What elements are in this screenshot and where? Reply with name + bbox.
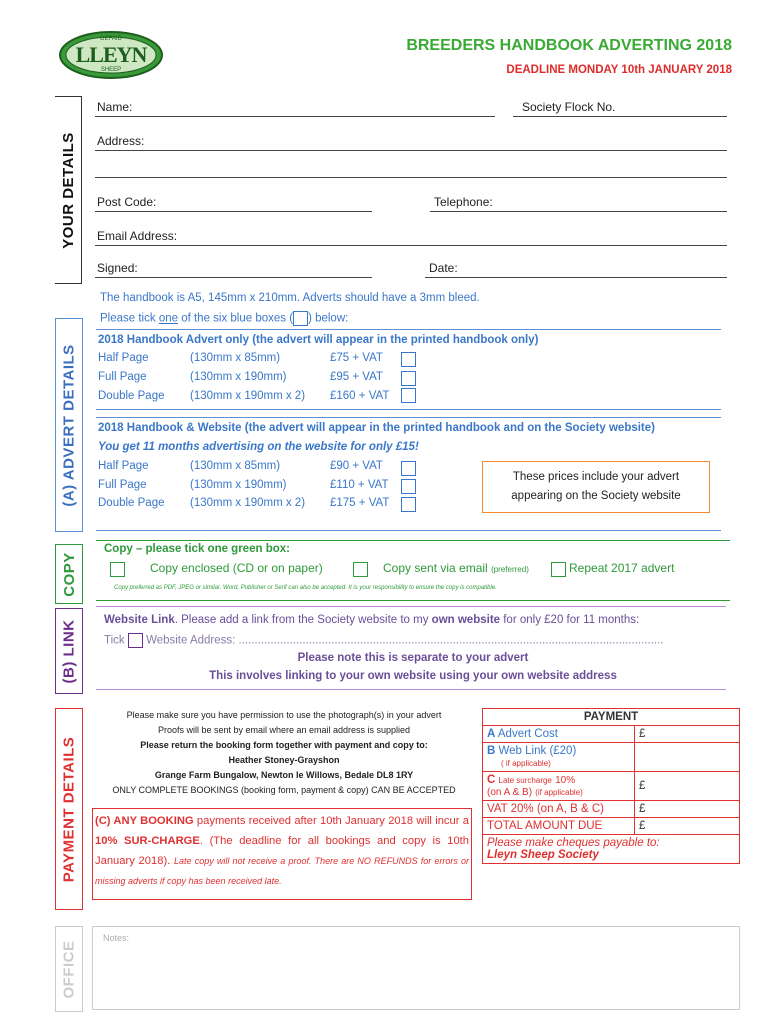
- website-half-dims: (130mm x 85mm): [190, 460, 281, 472]
- price-note-line-1: These prices include your advert: [512, 471, 680, 483]
- copy-heading: Copy – please tick one green box:: [104, 543, 290, 555]
- handbook-half-tickbox[interactable]: [401, 352, 416, 367]
- section-label-your-details: YOUR DETAILS: [55, 96, 82, 284]
- advert-intro-1: The handbook is A5, 145mm x 210mm. Adverts should have a 3mm bleed.: [100, 292, 480, 304]
- cheque-note: Please make cheques payable to: Lleyn Sheep Society: [483, 835, 740, 864]
- copy-divider-top: [96, 540, 730, 541]
- logo-bottom-text: SHEEP: [100, 67, 122, 73]
- website-price-note-box: [482, 461, 710, 513]
- copy-divider-bottom: [96, 600, 730, 601]
- late-surcharge-notice: (C) ANY BOOKING payments received after 10th January 2018 will incur a 10% SUR-CHARGE. (The deadline for all bookings and copy is 10th January 2018). Late copy will not receive a proof. There are NO REFUNDS for errors or missing adverts if copy has been received late.: [92, 808, 472, 900]
- copy-email-tickbox[interactable]: [353, 562, 368, 577]
- copy-repeat-label: Repeat 2017 advert: [569, 561, 675, 575]
- society-flock-field[interactable]: [513, 116, 727, 117]
- website-half-tickbox[interactable]: [401, 461, 416, 476]
- contact-address: Grange Farm Bungalow, Newton le Willows, Bedale DL8 1RY: [154, 770, 414, 780]
- website-offer-note: You get 11 months advertising on the website for only £15!: [98, 441, 419, 453]
- advert-divider-2: [96, 409, 721, 410]
- handbook-double-dims: (130mm x 190mm x 2): [190, 390, 306, 402]
- handbook-double-tickbox[interactable]: [401, 388, 416, 403]
- section-label-link: (B) LINK: [55, 608, 83, 694]
- website-full-tickbox[interactable]: [401, 479, 416, 494]
- copy-format-note: Copy preferred as PDF, JPEG or similar. Word, Publisher or Serif can also be accepted. It is your responsibility to ensure the copy is compatible.: [114, 585, 497, 591]
- payment-table: [482, 708, 740, 864]
- section-label-advert-details: (A) ADVERT DETAILS: [55, 318, 83, 532]
- handbook-only-heading: 2018 Handbook Advert only (the advert will appear in the printed handbook only): [98, 334, 539, 346]
- total-row: TOTAL AMOUNT DUE: [483, 818, 635, 835]
- deadline-text: DEADLINE MONDAY 10th JANUARY 2018: [506, 64, 732, 76]
- website-double-price: £175 + VAT: [330, 497, 390, 509]
- telephone-label: Telephone:: [434, 195, 493, 209]
- handbook-full-tickbox[interactable]: [401, 371, 416, 386]
- website-half-size: Half Page: [98, 460, 149, 472]
- post-code-field[interactable]: [95, 211, 372, 212]
- payment-instructions: [94, 708, 474, 798]
- website-link-tickbox[interactable]: [128, 633, 143, 648]
- copy-enclosed-tickbox[interactable]: [110, 562, 125, 577]
- website-address-row: Tick Website Address: .....................................................................................................................................: [104, 634, 664, 647]
- contact-name: Heather Stoney-Grayshon: [228, 755, 340, 765]
- web-link-amount[interactable]: [635, 743, 740, 772]
- signed-field[interactable]: [95, 277, 372, 278]
- handbook-website-heading: 2018 Handbook & Website (the advert will appear in the printed handbook and on the Society website): [98, 422, 655, 434]
- vat-amount[interactable]: £: [635, 801, 740, 818]
- handbook-double-size: Double Page: [98, 390, 165, 402]
- advert-divider-3: [96, 417, 721, 418]
- handbook-full-dims: (130mm x 190mm): [190, 371, 287, 383]
- website-full-size: Full Page: [98, 479, 147, 491]
- price-note-line-2: appearing on the Society website: [511, 490, 681, 502]
- web-link-row: B Web Link (£20) ( if applicable): [483, 743, 635, 772]
- name-label: Name:: [97, 100, 133, 114]
- signed-label: Signed:: [97, 261, 138, 275]
- date-field[interactable]: [425, 277, 727, 278]
- permission-note: Please make sure you have permission to use the photograph(s) in your advert: [126, 710, 442, 720]
- office-notes-box[interactable]: [92, 926, 740, 1010]
- vat-row: VAT 20% (on A, B & C): [483, 801, 635, 818]
- proofs-note: Proofs will be sent by email where an email address is supplied: [157, 725, 411, 735]
- address-label: Address:: [97, 134, 145, 148]
- late-surcharge-amount[interactable]: £: [635, 772, 740, 801]
- advert-cost-amount[interactable]: £: [635, 726, 740, 743]
- copy-repeat-tickbox[interactable]: [551, 562, 566, 577]
- handbook-half-size: Half Page: [98, 352, 149, 364]
- section-label-payment-details: PAYMENT DETAILS: [55, 708, 83, 910]
- late-surcharge-row: C Late surcharge 10% (on A & B) (if applicable): [483, 772, 635, 801]
- address-field-line-2[interactable]: [95, 177, 727, 178]
- copy-enclosed-label: Copy enclosed (CD or on paper): [150, 561, 323, 575]
- section-label-office: OFFICE: [55, 926, 83, 1012]
- section-label-copy: COPY: [55, 544, 83, 604]
- lleyn-logo: [58, 30, 164, 80]
- advert-intro-2: Please tick one of the six blue boxes ( ) below:: [100, 312, 349, 325]
- return-instruction: Please return the booking form together with payment and copy to:: [140, 740, 428, 750]
- advert-divider-1: [96, 329, 721, 330]
- notes-label: Notes:: [103, 933, 130, 943]
- website-full-dims: (130mm x 190mm): [190, 479, 287, 491]
- name-field[interactable]: [95, 116, 495, 117]
- address-field-line-1[interactable]: [95, 150, 727, 151]
- website-link-offer: Website Link. Please add a link from the Society website to my own website for only £20 for 11 months:: [104, 614, 640, 626]
- society-flock-label: Society Flock No.: [522, 100, 616, 114]
- website-double-tickbox[interactable]: [401, 497, 416, 512]
- date-label: Date:: [429, 261, 458, 275]
- form-title: BREEDERS HANDBOOK ADVERTING 2018: [406, 37, 732, 54]
- website-double-size: Double Page: [98, 497, 165, 509]
- website-double-dims: (130mm x 190mm x 2): [190, 497, 306, 509]
- email-field[interactable]: [95, 245, 727, 246]
- website-full-price: £110 + VAT: [330, 479, 389, 491]
- link-separate-note: Please note this is separate to your advert: [297, 652, 529, 664]
- link-divider-top: [96, 606, 726, 607]
- advert-cost-row: A Advert Cost: [483, 726, 635, 743]
- handbook-full-size: Full Page: [98, 371, 147, 383]
- handbook-half-price: £75 + VAT: [330, 352, 383, 364]
- post-code-label: Post Code:: [97, 195, 157, 209]
- handbook-double-price: £160 + VAT: [330, 390, 390, 402]
- email-label: Email Address:: [97, 229, 178, 243]
- link-divider-bottom: [96, 689, 726, 690]
- logo-main-text: LLEYN: [75, 42, 147, 67]
- telephone-field[interactable]: [430, 211, 727, 212]
- advert-divider-4: [96, 530, 721, 531]
- website-half-price: £90 + VAT: [330, 460, 383, 472]
- handbook-half-dims: (130mm x 85mm): [190, 352, 281, 364]
- complete-bookings-note: ONLY COMPLETE BOOKINGS (booking form, payment & copy) CAN BE ACCEPTED: [112, 785, 456, 795]
- handbook-full-price: £95 + VAT: [330, 371, 383, 383]
- logo-top-text: DEFAID: [100, 36, 122, 42]
- link-own-website-note: This involves linking to your own website using your own website address: [209, 670, 617, 682]
- total-amount[interactable]: £: [635, 818, 740, 835]
- payment-table-title: PAYMENT: [483, 709, 740, 726]
- sample-blue-box: [293, 311, 308, 326]
- copy-email-label: Copy sent via email (preferred): [383, 561, 529, 575]
